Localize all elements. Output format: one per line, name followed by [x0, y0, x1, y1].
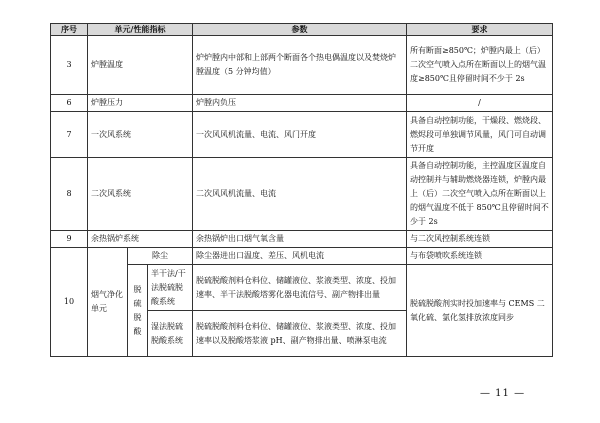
indicator-table	[50, 23, 553, 357]
params-cell: 炉炉膛内中部和上部两个断面各个热电偶温度以及焚烧炉膛温度（5 分钟均值）	[193, 36, 407, 95]
table-row	[51, 158, 553, 231]
requirements-cell: /	[407, 95, 553, 112]
header-params: 参数	[193, 24, 407, 36]
row-number: 6	[51, 95, 88, 112]
table-row	[51, 112, 553, 158]
table-row	[51, 231, 553, 248]
dust-removal-cell: 除尘	[128, 248, 193, 265]
unit-cell: 炉膛温度	[88, 36, 193, 95]
requirements-cell: 脱硫脱酸剂实时投加速率与 CEMS 二氧化硫、氯化氢排放浓度同步	[407, 265, 553, 357]
params-cell: 二次风风机流量、电流	[193, 158, 407, 231]
unit-cell: 一次风系统	[88, 112, 193, 158]
params-cell: 除尘器进出口温度、差压、风机电流	[193, 248, 407, 265]
requirements-cell: 与布袋喷吹系统连锁	[407, 248, 553, 265]
header-unit: 单元/性能指标	[88, 24, 193, 36]
row-number: 10	[51, 248, 88, 357]
header-no: 序号	[51, 24, 88, 36]
row-number: 3	[51, 36, 88, 95]
group-cell: 烟气净化单元	[88, 248, 128, 357]
table-row	[51, 95, 553, 112]
unit-cell: 余热锅炉系统	[88, 231, 193, 248]
semi-dry-system-cell: 半干法/干法脱硫脱酸系统	[148, 265, 193, 311]
unit-cell: 二次风系统	[88, 158, 193, 231]
unit-cell: 炉膛压力	[88, 95, 193, 112]
params-cell: 炉膛内负压	[193, 95, 407, 112]
row-number: 9	[51, 231, 88, 248]
params-cell: 一次风风机流量、电流、风门开度	[193, 112, 407, 158]
table-row	[51, 36, 553, 95]
requirements-cell: 具备自动控制功能，干燥段、燃烧段、燃烬段可单独调节风量，风门可自动调节开度	[407, 112, 553, 158]
row-number: 8	[51, 158, 88, 231]
requirements-cell: 具备自动控制功能，主控温度区温度自动控制并与辅助燃烧器连锁，炉膛内最上（后）二次空气喷入点所在断面以上的烟气温度不低于 850℃且停留时间不少于 2s	[407, 158, 553, 231]
params-cell: 脱硫脱酸剂料仓料位、储罐液位、浆液类型、浓度、投加速率以及脱酸塔浆液 pH、副产物排出量、喷淋泵电流	[193, 311, 407, 357]
requirements-cell: 所有断面≥850℃；炉膛内最上（后）二次空气喷入点所在断面以上的烟气温度≥850℃且停留时间不少于 2s	[407, 36, 553, 95]
table-row	[51, 248, 553, 265]
wet-system-cell: 湿法脱硫脱酸系统	[148, 311, 193, 357]
desulfurization-cell: 脱硫脱酸	[128, 265, 148, 357]
page-number: — 11 —	[480, 388, 526, 399]
params-cell: 脱硫脱酸剂料仓料位、储罐液位、浆液类型、浓度、投加速率、半干法脱酸塔雾化器电流信号、副产物排出量	[193, 265, 407, 311]
params-cell: 余热锅炉出口烟气氧含量	[193, 231, 407, 248]
requirements-cell: 与二次风控制系统连锁	[407, 231, 553, 248]
header-requirements: 要求	[407, 24, 553, 36]
table-header-row	[51, 24, 553, 36]
row-number: 7	[51, 112, 88, 158]
